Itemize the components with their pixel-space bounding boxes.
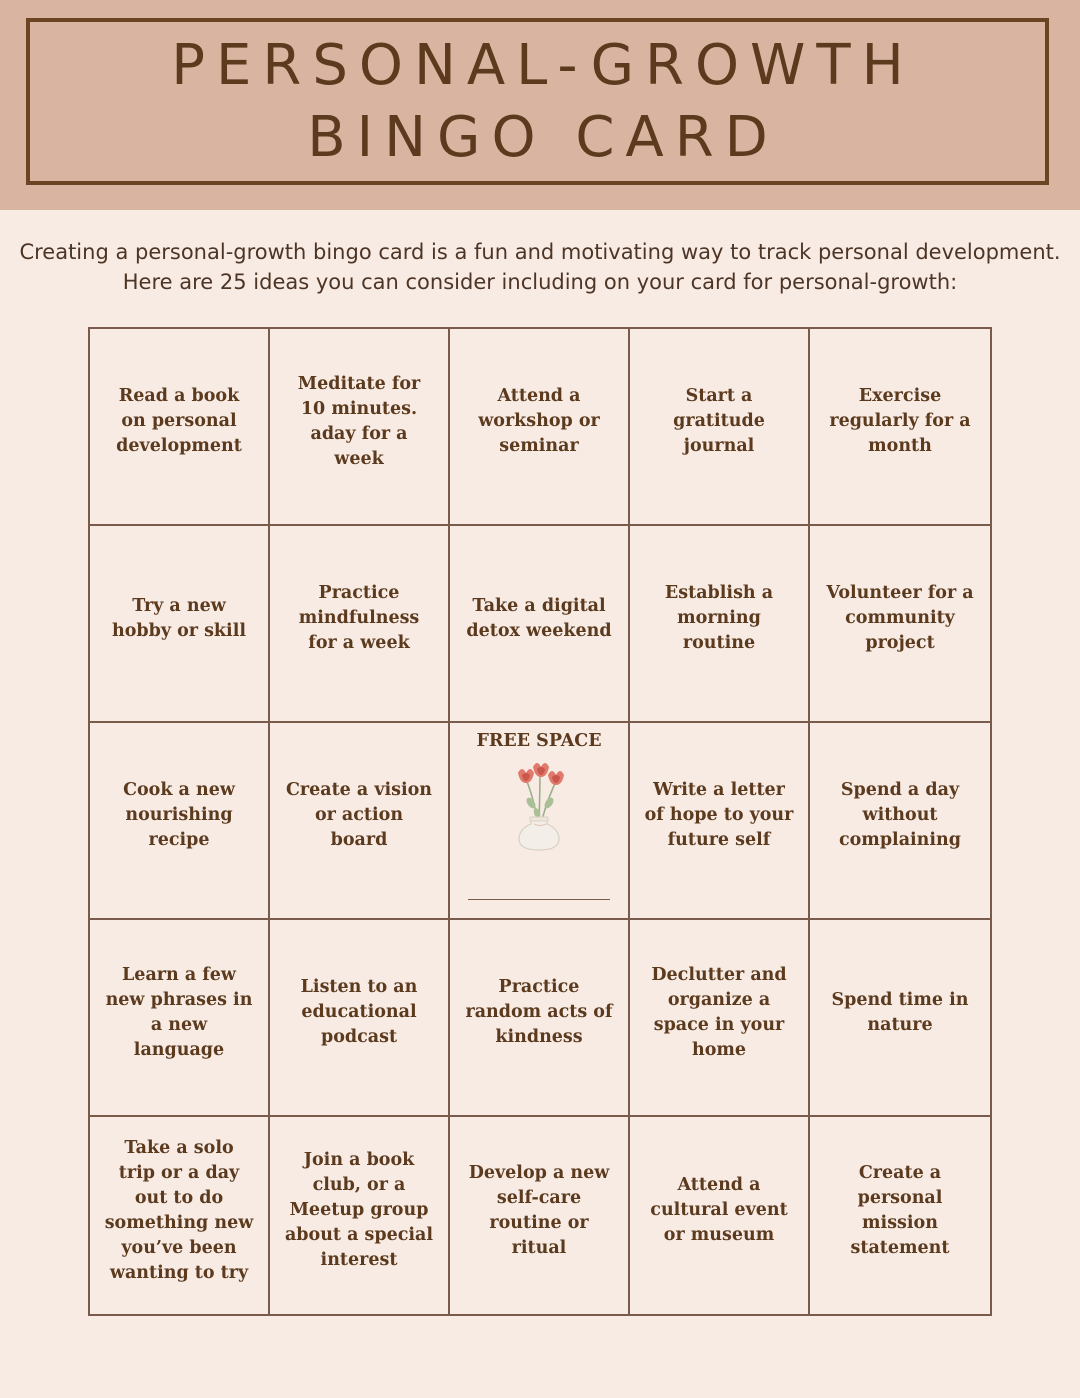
bingo-cell [450,1117,630,1314]
bingo-cell-text: Spend time in nature [831,989,969,1035]
bingo-cell [450,920,630,1117]
bingo-cell [630,723,810,920]
bingo-cell-text: Cook a new nourishing recipe [123,780,235,850]
bingo-cell [630,329,810,526]
bingo-cell [90,920,270,1117]
bingo-cell-text: Try a new hobby or skill [111,595,247,641]
bingo-cell [810,526,990,723]
header-band [0,0,1080,210]
bingo-cell [630,1117,810,1314]
bingo-cell [270,920,450,1117]
bingo-cell [810,920,990,1117]
bingo-cell [450,329,630,526]
bingo-cell [270,1117,450,1314]
bingo-cell-text: Listen to an educational podcast [300,977,418,1047]
bingo-cell-text: Meditate for 10 minutes. aday for a week [297,373,421,469]
bingo-cell [270,723,450,920]
bingo-grid [88,327,992,1316]
bingo-cell-text: Attend a cultural event or museum [650,1175,788,1245]
bingo-cell [90,1117,270,1314]
bingo-cell [270,526,450,723]
bingo-cell-text: Develop a new self-care routine or ritual [468,1162,610,1258]
bingo-cell-text: Create a vision or action board [285,780,433,850]
bingo-cell-text: Volunteer for a community project [826,583,974,653]
bingo-cell [810,723,990,920]
bingo-cell [90,329,270,526]
bingo-cell [630,526,810,723]
flower-vase-icon [504,759,574,851]
bingo-cell [90,526,270,723]
bingo-cell [270,329,450,526]
intro-line-1: Creating a personal-growth bingo card is a fun and motivating way to track personal development. [19,240,1061,264]
bingo-cell [450,526,630,723]
bingo-cell [810,1117,990,1314]
bingo-cell-text: Create a personal mission statement [850,1162,950,1258]
bingo-cell-text: Practice mindfulness for a week [298,583,420,653]
bingo-cell [630,920,810,1117]
bingo-cell-text: Learn a few new phrases in a new language [105,964,253,1060]
bingo-cell-text: Spend a day without complaining [838,780,962,850]
page-title-line-1: PERSONAL-GROWTH [171,32,915,98]
bingo-cell [90,723,270,920]
bingo-cell-text: Attend a workshop or seminar [478,386,600,456]
bingo-cell-text: Exercise regularly for a month [829,386,971,456]
bingo-cell-text: Start a gratitude journal [673,386,765,456]
bingo-cell-text: Establish a morning routine [664,583,774,653]
free-space-cell [450,723,630,920]
bingo-cell-text: Write a letter of hope to your future self [644,780,794,850]
intro-line-2: Here are 25 ideas you can consider including on your card for personal-growth: [122,270,958,294]
page-title-line-2: BINGO CARD [307,104,779,170]
bingo-cell-text: Take a digital detox weekend [466,595,612,641]
bingo-cell-text: Declutter and organize a space in your home [651,964,787,1060]
bingo-cell-text: Practice random acts of kindness [465,977,613,1047]
bingo-cell-text: Read a book on personal development [116,386,242,456]
bingo-cell [810,329,990,526]
bingo-cell-text: Join a book club, or a Meetup group about a special interest [284,1150,434,1270]
intro-text [0,237,1080,297]
bingo-cell-text: Take a solo trip or a day out to do something new you’ve been wanting to try [104,1137,254,1283]
free-space-label: FREE SPACE [476,731,602,751]
title-box [26,18,1049,185]
free-space-signature-line [468,899,610,900]
